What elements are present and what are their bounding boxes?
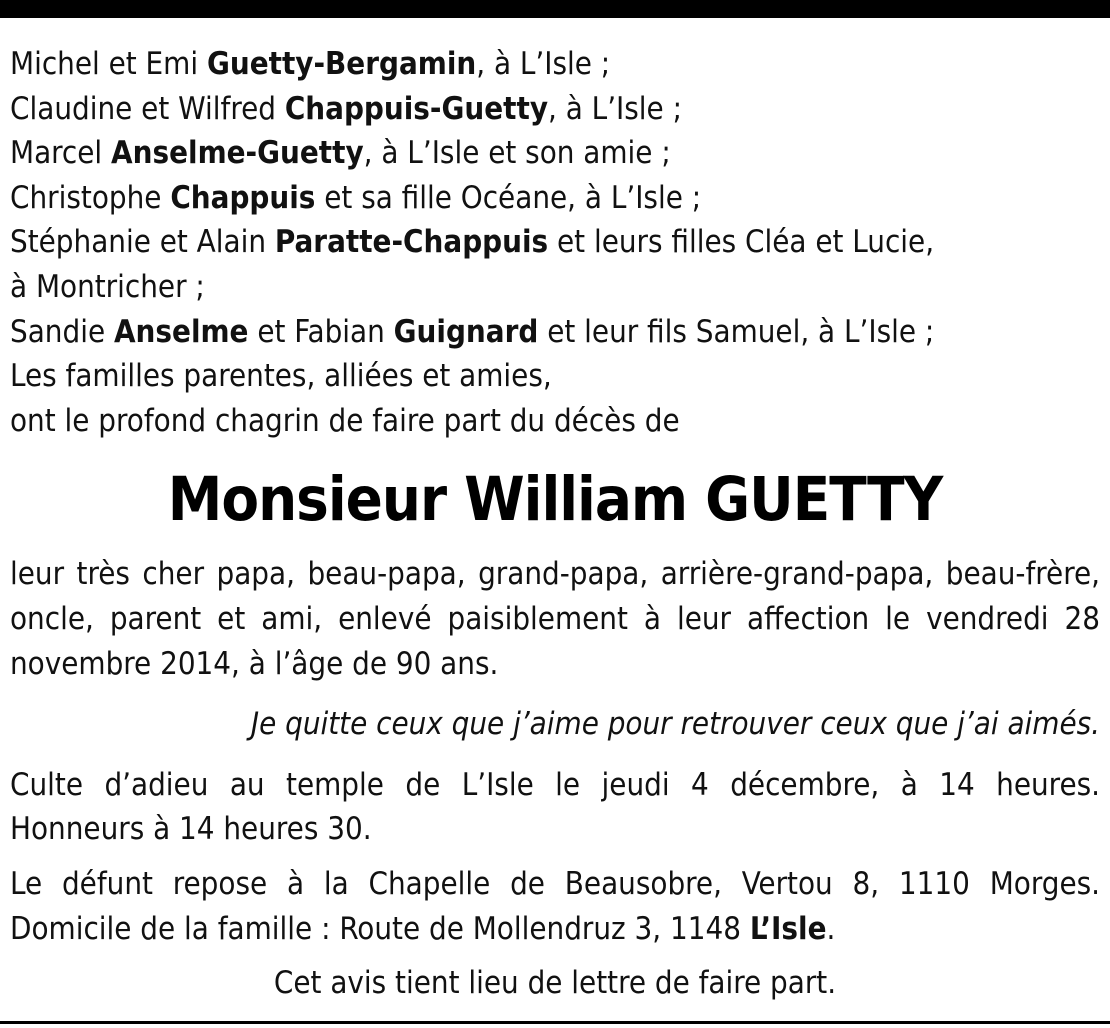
family-line <box>10 265 1100 310</box>
family-surname: Guignard <box>393 313 539 350</box>
top-rule <box>0 0 1110 18</box>
family-line-text: Sandie <box>10 313 114 350</box>
bottom-rule <box>0 1021 1110 1024</box>
family-line-text: Michel et Emi <box>10 46 207 82</box>
family-line <box>10 131 1100 176</box>
domicile-text: . <box>826 910 836 947</box>
family-line-text: et leurs filles Cléa et Lucie, <box>548 224 935 261</box>
family-line-text: Marcel <box>10 135 112 172</box>
family-line-text: , à L’Isle ; <box>476 46 611 82</box>
family-surname: Anselme-Guetty <box>111 135 364 172</box>
quote: Je quitte ceux que j’aime pour retrouver ceux que j’ai aimés. <box>250 706 1100 743</box>
family-line <box>10 354 1100 399</box>
domicile-line <box>10 907 1100 952</box>
family-line <box>10 310 1100 355</box>
family-line-text: Stéphanie et Alain <box>10 224 275 261</box>
family-line-text: Les familles parentes, alliées et amies, <box>10 358 552 395</box>
family-line-text: et leur fils Samuel, à L’Isle ; <box>538 313 935 350</box>
family-surname: Paratte-Chappuis <box>274 224 549 261</box>
family-line <box>10 399 1100 444</box>
family-line-text: et sa fille Océane, à L’Isle ; <box>315 179 702 216</box>
family-line-text: Christophe <box>10 179 171 216</box>
closing-line: Cet avis tient lieu de lettre de faire part. <box>273 965 837 1002</box>
domicile-town: L’Isle <box>749 910 827 947</box>
family-surname: Chappuis <box>170 179 316 216</box>
family-line-text: Claudine et Wilfred <box>10 90 285 127</box>
service-line: Culte d’adieu au temple de L’Isle le jeudi 4 décembre, à 14 heures. <box>10 766 1100 803</box>
family-line-text: , à L’Isle ; <box>548 90 682 127</box>
domicile-text: Domicile de la famille : Route de Mollendruz 3, 1148 <box>10 910 750 947</box>
honours-line: Honneurs à 14 heures 30. <box>10 811 372 848</box>
family-line <box>10 87 1100 132</box>
family-surname: Guetty-Bergamin <box>206 46 477 82</box>
family-line <box>10 42 1100 87</box>
family-surname: Anselme <box>113 313 249 350</box>
family-line-text: , à L’Isle et son amie ; <box>363 135 671 172</box>
relation-paragraph: leur très cher papa, beau-papa, grand-papa, arrière-grand-papa, beau-frère, oncle, parent et ami, enlevé paisiblement à leur affection le vendredi 28 novembre 2014, à l’âge de 90 ans. <box>10 556 1100 682</box>
family-line <box>10 176 1100 221</box>
family-line-text: ont le profond chagrin de faire part du décès de <box>10 402 680 439</box>
family-line-text: à Montricher ; <box>10 268 205 305</box>
family-line-text: et Fabian <box>248 313 394 350</box>
family-surname: Chappuis-Guetty <box>284 90 549 127</box>
obituary-notice <box>10 42 1100 1006</box>
repose-line: Le défunt repose à la Chapelle de Beausobre, Vertou 8, 1110 Morges. <box>10 865 1100 902</box>
family-line <box>10 220 1100 265</box>
deceased-name: Monsieur William GUETTY <box>167 464 943 536</box>
